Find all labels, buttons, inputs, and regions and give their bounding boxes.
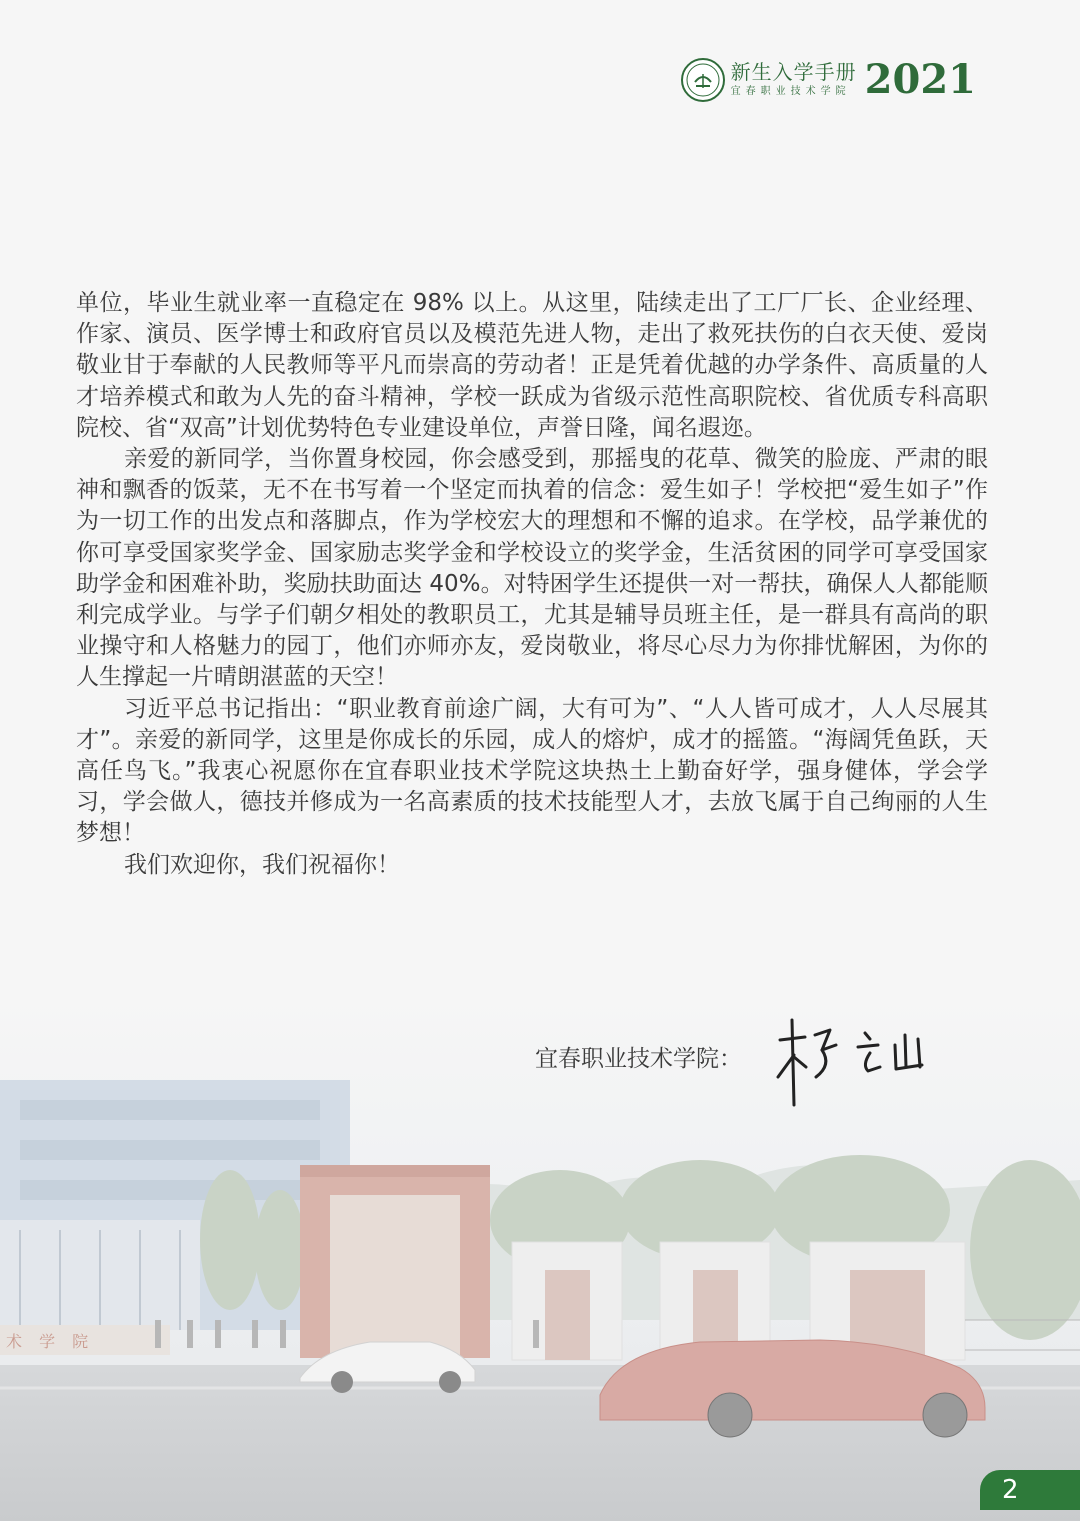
letter-body [76,288,988,881]
school-emblem-icon [681,58,725,102]
page-header [681,58,976,102]
building-sign: 术 学 院 [6,1332,95,1351]
paragraph: 习近平总书记指出：“职业教育前途广阔，大有可为”、“人人皆可成才，人人尽展其才”。亲爱的新同学，这里是你成长的乐园，成人的熔炉，成才的摇篮。“海阔凭鱼跃，天高任鸟飞。”我衷心祝愿你在宜春职业技术学院这块热土上勤奋好学，强身健体，学会学习，学会做人，德技并修成为一名高素质的技术技能型人才，去放飞属于自己绚丽的人生梦想！ [76,695,988,847]
closing-line: 我们欢迎你，我们祝福你！ [124,851,400,878]
handbook-year: 2021 [864,56,976,103]
page-number: 2 [980,1470,1080,1510]
signature-label: 宜春职业技术学院： [535,1046,742,1072]
header-text-block [731,61,857,99]
paragraph: 单位，毕业生就业率一直稳定在 98% 以上。从这里，陆续走出了工厂厂长、企业经理、作家、演员、医学博士和政府官员以及模范先进人物，走出了救死扶伤的白衣天使、爱岗敬业甘于奉献的人民教师等平凡而崇高的劳动者！正是凭着优越的办学条件、高质量的人才培养模式和敢为人先的奋斗精神，学校一跃成为省级示范性高职院校、省优质专科高职院校、省“双高”计划优势特色专业建设单位，声誉日隆，闻名遐迩。 [76,290,988,441]
handbook-title: 新生入学手册 [730,60,857,84]
handwritten-signature [770,1015,940,1115]
signature-line [535,1040,742,1073]
school-name: 宜春职业技术学院 [730,86,851,97]
paragraph: 亲爱的新同学，当你置身校园，你会感受到，那摇曳的花草、微笑的脸庞、严肃的眼神和飘香的饭菜，无不在书写着一个坚定而执着的信念：爱生如子！学校把“爱生如子”作为一切工作的出发点和落脚点，作为学校宏大的理想和不懈的追求。在学校，品学兼优的你可享受国家奖学金、国家励志奖学金和学校设立的奖学金，生活贫困的同学可享受国家助学金和困难补助，奖励扶助面达 40%。对特困学生还提供一对一帮扶，确保人人都能顺利完成学业。与学子们朝夕相处的教职员工，尤其是辅导员班主任，是一群具有高尚的职业操守和人格魅力的园丁，他们亦师亦友，爱岗敬业，将尽心尽力为你排忧解困，为你的人生撑起一片晴朗湛蓝的天空！ [76,446,988,691]
